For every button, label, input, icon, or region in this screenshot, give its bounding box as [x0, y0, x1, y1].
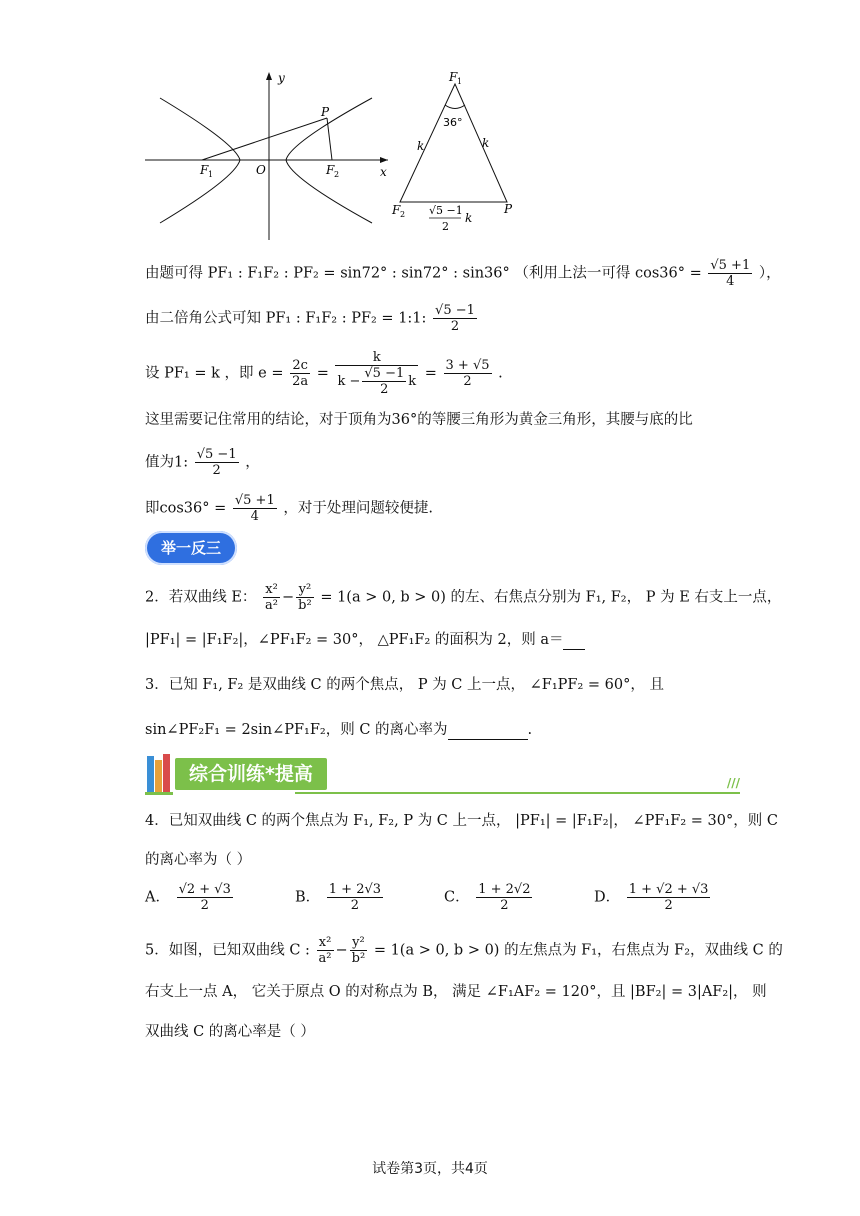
option-c[interactable]	[444, 882, 534, 913]
fraction: $\frac{1 + 2√3}{2}$	[328, 882, 382, 913]
text: ，即	[224, 365, 254, 382]
question-5-line-3: 双曲线 C 的离心率是（ ）	[145, 1024, 315, 1040]
solution-line-5	[145, 447, 260, 478]
banner-rule	[295, 792, 740, 794]
fraction: $\frac{\text{y²}}{\text{b²}}$	[298, 582, 312, 613]
page-footer: 试卷第3页，共4页	[372, 1161, 488, 1177]
hyperbola-figure	[140, 68, 395, 243]
label-p: P	[504, 202, 513, 216]
text: ），	[758, 265, 781, 282]
fraction: $\frac{√5 +1}{4}$	[234, 493, 275, 524]
label-p: P	[321, 105, 330, 119]
option-b[interactable]	[295, 882, 385, 913]
text: .	[498, 365, 503, 382]
label-f2: F	[326, 163, 335, 177]
label-x: x	[380, 165, 387, 179]
solution-line-2	[145, 303, 479, 334]
text: P 为 E 右支上一点，	[645, 589, 782, 606]
question-2-line-2	[145, 630, 585, 650]
base-den: 2	[442, 220, 449, 233]
fraction: $\frac{\text{y²}}{\text{b²}}$	[351, 935, 366, 966]
text: 由二倍角公式可知	[145, 310, 261, 327]
label-f2-sub: 2	[334, 170, 340, 179]
solution-line-6	[145, 493, 433, 524]
section-badge: 举一反三	[145, 531, 237, 565]
option-label: C．	[444, 889, 470, 906]
question-5-line-2: 右支上一点 A， 它关于原点 O 的对称点为 B， 满足 ∠F₁AF₂ = 120°，且 |BF₂| = 3|AF₂|， 则	[145, 984, 767, 1000]
text: 2．若双曲线 E：	[145, 589, 257, 606]
text: ，	[245, 454, 260, 471]
banner-title: 综合训练*提高	[175, 758, 327, 790]
option-d[interactable]	[594, 882, 712, 913]
label-f1: F	[449, 72, 458, 84]
math: =	[424, 365, 437, 382]
books-icon	[145, 752, 175, 796]
solution-line-3	[145, 350, 503, 397]
text: （利用上法一可得	[514, 265, 631, 282]
ratio-expression: PF₁ : F₁F₂ : PF₂ = 1:1:	[265, 310, 427, 327]
fraction: $\frac{√5 -1}{2}$	[435, 303, 475, 334]
text: = 1(a > 0, b > 0) 的左焦点为 F₁，右焦点为 F₂，双曲线 C 的	[373, 942, 783, 959]
option-label: B．	[295, 889, 321, 906]
fraction: $\frac{1 + √2 + √3}{2}$	[628, 882, 709, 913]
label-angle: 36°	[443, 116, 463, 129]
fraction: $\frac{\text{x²}}{\text{a²}}$	[265, 582, 278, 613]
text: 由题可得	[145, 265, 203, 282]
option-label: A．	[145, 889, 170, 906]
compound-fraction: k k − $\frac{√5 -1}{2}$ k	[337, 350, 417, 397]
question-5-line-1: 5．如图，已知双曲线 C : $\frac{\text{x²}}{\text{a²}}$ − $\frac{\text{y²}}{\text{b²}}$ = 1(a > 0, b > 0) 的左焦点为 F₁，右焦点为 F₂，双曲线 C 的	[145, 935, 783, 966]
fraction: $\frac{1 + 2√2}{2}$	[478, 882, 531, 913]
golden-triangle-figure	[385, 72, 525, 237]
question-2-line-1: 2．若双曲线 E： $\frac{\text{x²}}{\text{a²}}$ − $\frac{\text{y²}}{\text{b²}}$ = 1(a > 0, b > 0) 的左、右焦点分别为 F₁, F₂， P 为 E 右支上一点，	[145, 582, 782, 613]
apex-angle-arc	[445, 105, 465, 109]
question-3-line-1: 3．已知 F₁, F₂ 是双曲线 C 的两个焦点， P 为 C 上一点， ∠F₁PF₂ = 60°， 且	[145, 677, 664, 693]
question-3-line-2: sin∠PF₂F₁ = 2sin∠PF₁F₂，则 C 的离心率为 .	[145, 722, 533, 738]
text: ，对于处理问题较便捷.	[283, 500, 433, 517]
solution-line-4: 这里需要记住常用的结论，对于顶角为36°的等腰三角形为黄金三角形，其腰与底的比	[145, 412, 693, 428]
answer-blank[interactable]	[563, 633, 585, 650]
label-f1-sub: 1	[457, 77, 463, 86]
fraction: $\frac{√2 + √3}{2}$	[178, 882, 231, 913]
ratio-expression: PF₁ : F₁F₂ : PF₂ = sin72° : sin72° : sin36°	[207, 265, 510, 282]
fraction: $\frac{√5 -1}{2}$	[196, 447, 237, 478]
text: 值为1:	[145, 454, 189, 471]
solution-line-1	[145, 258, 781, 289]
label-f2: F	[392, 203, 401, 217]
section-banner	[145, 752, 740, 796]
question-4-line-1: 4．已知双曲线 C 的两个焦点为 F₁, F₂, P 为 C 上一点， |PF₁| = |F₁F₂|， ∠PF₁F₂ = 30°，则 C	[145, 813, 778, 829]
text: 设	[145, 365, 160, 382]
text: |PF₁| = |F₁F₂|，∠PF₁F₂ = 30°， △PF₁F₂ 的面积为 2，则 a＝	[145, 632, 564, 648]
label-f1-sub: 1	[208, 170, 214, 179]
label-f1: F	[200, 163, 209, 177]
base-k: k	[465, 211, 473, 225]
label-y: y	[278, 71, 285, 85]
text: = 1(a > 0, b > 0) 的左、右焦点分别为 F₁, F₂，	[320, 589, 642, 606]
fraction: $\frac{3 + √5}{2}$	[445, 358, 490, 389]
label-f2-sub: 2	[400, 210, 406, 219]
math: =	[316, 365, 329, 382]
fraction: $\frac{\text{x²}}{\text{a²}}$	[318, 935, 332, 966]
base-num: √5 −1	[429, 204, 463, 217]
segment-pf2	[327, 118, 332, 160]
text: 即cos36° =	[145, 500, 227, 517]
label-o: O	[256, 163, 266, 177]
math: PF₁ = k	[164, 365, 220, 382]
fraction: $\frac{√5 +1}{4}$	[710, 258, 751, 289]
option-label: D．	[594, 889, 621, 906]
answer-blank[interactable]	[448, 723, 528, 740]
label-k-left: k	[417, 139, 425, 153]
option-a[interactable]	[145, 882, 235, 913]
text: sin∠PF₂F₁ = 2sin∠PF₁F₂，则 C 的离心率为	[145, 722, 448, 738]
question-4-line-2: 的离心率为（ ）	[145, 852, 252, 868]
math: e =	[258, 365, 284, 382]
fraction: $\frac{2c}{2a}$	[292, 358, 309, 389]
banner-slashes: ///	[726, 776, 740, 790]
text: 5．如图，已知双曲线 C :	[145, 942, 310, 959]
cos-expression: cos36° =	[634, 265, 702, 282]
label-k-right: k	[482, 136, 490, 150]
